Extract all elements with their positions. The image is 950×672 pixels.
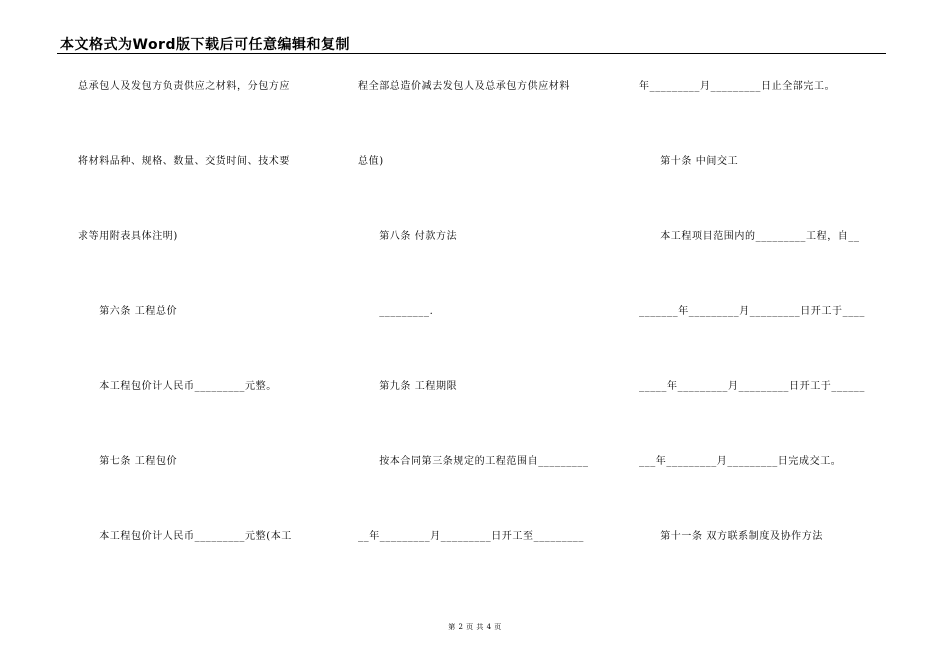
section-heading: 第九条 工程期限 <box>358 381 458 392</box>
paragraph-line: 求等用附表具体注明) <box>78 231 178 242</box>
section-heading: 第十一条 双方联系制度及协作方法 <box>639 531 823 542</box>
header-divider <box>57 53 886 54</box>
paragraph-line: 程全部总造价减去发包人及总承包方供应材料 <box>358 81 570 92</box>
page-header-title: 本文格式为Word版下载后可任意编辑和复制 <box>60 37 350 53</box>
paragraph-line: ___年_________月_________日完成交工。 <box>639 456 842 467</box>
paragraph-line: 本工程项目范围内的_________工程，自__ <box>639 231 860 242</box>
paragraph-line: 本工程包价计人民币_________元整(本工 <box>78 531 292 542</box>
paragraph-line: __年_________月_________日开工至_________ <box>358 531 584 542</box>
paragraph-line: _____年_________月_________日开工于______ <box>639 381 865 392</box>
paragraph-line: 总承包人及发包方负责供应之材料，分包方应 <box>78 81 290 92</box>
section-heading: 第十条 中间交工 <box>639 156 739 167</box>
page-number: 第 2 页 共 4 页 <box>448 623 502 631</box>
paragraph-line: 年_________月_________日止全部完工。 <box>639 81 836 92</box>
paragraph-line: 将材料品种、规格、数量、交货时间、技术要 <box>78 156 290 167</box>
section-heading: 第七条 工程包价 <box>78 456 178 467</box>
paragraph-line: 按本合同第三条规定的工程范围自_________ <box>358 456 589 467</box>
paragraph-line: _________. <box>358 306 434 317</box>
section-heading: 第八条 付款方法 <box>358 231 458 242</box>
paragraph-line: _______年_________月_________日开工于____ <box>639 306 865 317</box>
paragraph-line: 本工程包价计人民币_________元整。 <box>78 381 277 392</box>
paragraph-line: 总值) <box>358 156 384 167</box>
section-heading: 第六条 工程总价 <box>78 306 178 317</box>
